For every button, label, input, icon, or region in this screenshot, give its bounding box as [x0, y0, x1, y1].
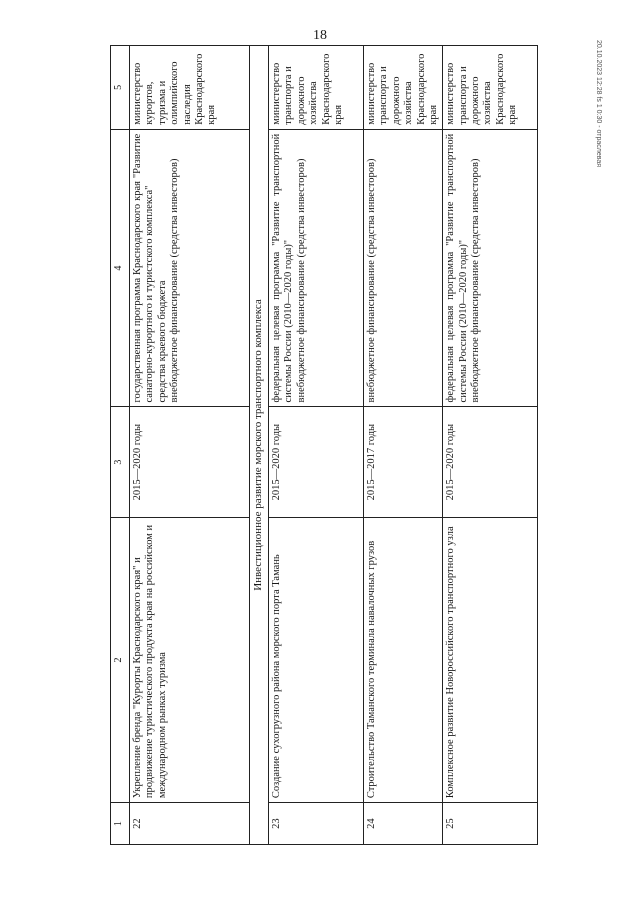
section-title: Инвестиционное развитие морского транспортного комплекса — [250, 46, 269, 845]
executor-cell: министерство транспорта и дорожного хозяйства Краснодарского края — [364, 46, 443, 130]
source-cell — [269, 129, 364, 407]
source-line: внебюджетное финансирование (средства инвесторов) — [366, 158, 377, 403]
header-cell: 5 — [111, 46, 130, 130]
header-cell: 3 — [111, 407, 130, 517]
row-number: 25 — [443, 803, 538, 845]
row-number: 22 — [130, 803, 250, 845]
table-row — [130, 46, 250, 845]
source-line: внебюджетное финансирование (средства инвесторов) — [295, 158, 307, 403]
executor-cell: министерство курортов, туризма и олимпийского наследия Краснодарского края — [130, 46, 250, 130]
source-cell — [443, 129, 538, 407]
period-cell: 2015—2020 годы — [443, 407, 538, 517]
source-line: внебюджетное финансирование (средства инвесторов) — [169, 158, 181, 403]
source-line: государственная программа Краснодарского края "Развитие санаторно-курортного и туристского комплекса" — [132, 133, 156, 403]
table-row — [269, 46, 364, 845]
header-cell: 1 — [111, 803, 130, 845]
measure-cell: Укрепление бренда "Курорты Краснодарского края" и продвижение туристического продукта края на российском и международном рынках туризма — [130, 517, 250, 802]
source-cell — [364, 129, 443, 407]
section-row — [250, 46, 269, 845]
row-number: 24 — [364, 803, 443, 845]
rotated-table-wrapper — [110, 45, 530, 845]
header-cell: 2 — [111, 517, 130, 802]
measure-cell: Строительство Таманского терминала навалочных грузов — [364, 517, 443, 802]
table-row — [364, 46, 443, 845]
header-cell: 4 — [111, 129, 130, 407]
source-cell — [130, 129, 250, 407]
period-cell: 2015—2017 годы — [364, 407, 443, 517]
measure-cell: Создание сухогрузного района морского порта Тамань — [269, 517, 364, 802]
measure-cell: Комплексное развитие Новороссийского транспортного узла — [443, 517, 538, 802]
period-cell: 2015—2020 годы — [269, 407, 364, 517]
source-line: федеральная целевая программа "Развитие транспортной системы России (2010—2020 годы)" — [271, 133, 295, 403]
table-row — [443, 46, 538, 845]
source-line: внебюджетное финансирование (средства инвесторов) — [470, 158, 481, 403]
executor-cell: министерство транспорта и дорожного хозяйства Краснодарского края — [269, 46, 364, 130]
row-number: 23 — [269, 803, 364, 845]
side-stamp: 20.10.2023 12:28 fs 1 0:30 - отраслевая — [595, 40, 602, 168]
page-number: 18 — [313, 28, 327, 43]
measures-table — [110, 45, 538, 845]
source-line: федеральная целевая программа "Развитие транспортной системы России (2010—2020 годы)" — [445, 133, 469, 403]
executor-cell: министерство транспорта и дорожного хозяйства Краснодарского края — [443, 46, 538, 130]
source-line: средства краевого бюджета — [156, 280, 168, 403]
period-cell: 2015—2020 годы — [130, 407, 250, 517]
header-row — [111, 46, 130, 845]
